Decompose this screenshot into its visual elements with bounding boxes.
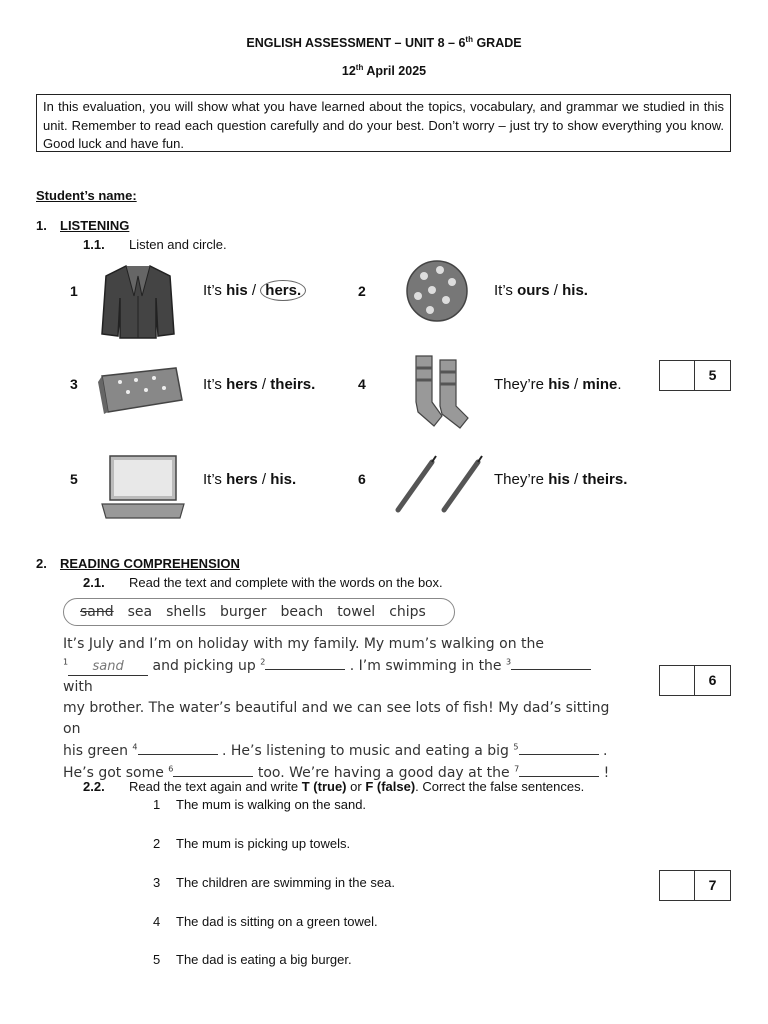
title-end: GRADE: [472, 36, 522, 50]
statement-item: 1 The mum is walking on the sand.: [153, 797, 367, 812]
section2-sub1-instruction: Read the text and complete with the words on the box.: [129, 575, 443, 590]
section2-number: 2.: [36, 556, 47, 571]
student-name-label: Student’s name:: [36, 188, 137, 203]
score-box: [659, 870, 731, 901]
option-b[interactable]: his.: [562, 282, 588, 299]
item-sentence: It’s ours / his.: [494, 282, 588, 299]
option-a[interactable]: his: [226, 282, 248, 299]
date-rest: April 2025: [363, 64, 427, 78]
statement-item: 4 The dad is sitting on a green towel.: [153, 914, 378, 929]
reading-line: $^1$ sand and picking up $^2$ . I’m swimming in the $^3$ with: [63, 655, 623, 698]
option-b[interactable]: his.: [270, 471, 297, 488]
gap-5[interactable]: [519, 740, 599, 755]
item-sentence: It’s his / hers.: [203, 282, 306, 299]
option-b[interactable]: theirs.: [270, 376, 316, 393]
gap-3[interactable]: [511, 655, 591, 670]
word-box: [63, 598, 455, 626]
section1-number: 1.: [36, 218, 47, 233]
reading-text: [63, 634, 623, 784]
word-item: beach: [280, 604, 324, 620]
item-number: 4: [358, 376, 366, 392]
word-item: towel: [337, 604, 376, 620]
date-day: 12: [341, 64, 356, 78]
intro-box: In this evaluation, you will show what you have learned about the topics, vocabulary, and grammar we studied in this unit. Remember to read each question carefully and do your best. Don’t worry – just try to show everything you know. Good luck and have fun.: [36, 94, 731, 152]
pens-image: [394, 452, 486, 518]
section1-sub-number: 1.1.: [83, 237, 105, 252]
reading-line: his green $^4$ . He’s listening to music and eating a big $^5$ .: [63, 740, 623, 762]
option-a[interactable]: his: [548, 376, 570, 393]
title-text: ENGLISH ASSESSMENT – UNIT 8 – 6: [246, 36, 466, 50]
item-number: 2: [358, 283, 366, 299]
section2-sub1-number: 2.1.: [83, 575, 105, 590]
gap-6[interactable]: [173, 762, 253, 777]
option-a[interactable]: hers: [226, 376, 258, 393]
socks-image: [408, 350, 474, 430]
score-total: 6: [708, 672, 717, 688]
laptop-image: [96, 450, 188, 524]
statement-item: 2 The mum is picking up towels.: [153, 836, 351, 851]
gap-1[interactable]: sand: [68, 661, 148, 676]
word-item: sand: [80, 604, 114, 620]
word-item: sea: [127, 604, 153, 620]
score-total: 5: [708, 367, 717, 383]
option-a[interactable]: hers: [226, 471, 258, 488]
score-box: [659, 665, 731, 696]
item-sentence: It’s hers / his.: [203, 471, 297, 488]
jacket-image: [98, 258, 178, 342]
statement-item: 3 The children are swimming in the sea.: [153, 875, 395, 890]
score-total: 7: [708, 877, 717, 893]
reading-line: He’s got some $^6$ too. We’re having a good day at the $^7$ !: [63, 762, 623, 784]
score-blank[interactable]: [660, 871, 695, 900]
item-sentence: They’re his / theirs.: [494, 471, 628, 488]
option-b[interactable]: mine: [582, 376, 618, 393]
page-title: [0, 36, 768, 50]
gap-7[interactable]: [519, 762, 599, 777]
word-item: chips: [389, 604, 426, 620]
score-blank[interactable]: [660, 361, 695, 390]
title-sup: th: [465, 34, 473, 44]
ball-image: [402, 256, 472, 326]
towel-image: [96, 360, 186, 420]
section2-sub2-number: 2.2.: [83, 779, 105, 794]
word-item: burger: [220, 604, 267, 620]
gap-4[interactable]: [138, 740, 218, 755]
item-sentence: They’re his / mine.: [494, 376, 622, 393]
score-blank[interactable]: [660, 666, 695, 695]
reading-line: my brother. The water’s beautiful and we can see lots of fish! My dad’s sitting on: [63, 700, 610, 737]
page-date: [0, 64, 768, 78]
item-sentence: It’s hers / theirs.: [203, 376, 316, 393]
option-a[interactable]: his: [548, 471, 570, 488]
option-a[interactable]: ours: [517, 282, 550, 299]
item-number: 6: [358, 471, 366, 487]
item-number: 3: [70, 376, 78, 392]
section1-instruction: Listen and circle.: [129, 237, 227, 252]
section2-title: READING COMPREHENSION: [60, 556, 240, 571]
section1-title: LISTENING: [60, 218, 130, 233]
date-sup: th: [355, 62, 364, 72]
reading-line: It’s July and I’m on holiday with my family. My mum’s walking on the: [63, 636, 544, 652]
item-number: 1: [70, 283, 78, 299]
option-b-circled[interactable]: hers.: [260, 280, 306, 301]
score-box: [659, 360, 731, 391]
gap-2[interactable]: [265, 655, 345, 670]
statement-item: 5 The dad is eating a big burger.: [153, 952, 352, 967]
section2-sub2-instruction: Read the text again and write T (true) or F (false). Correct the false sentences.: [129, 779, 585, 794]
option-b[interactable]: theirs.: [582, 471, 628, 488]
item-number: 5: [70, 471, 78, 487]
word-item: shells: [166, 604, 206, 620]
